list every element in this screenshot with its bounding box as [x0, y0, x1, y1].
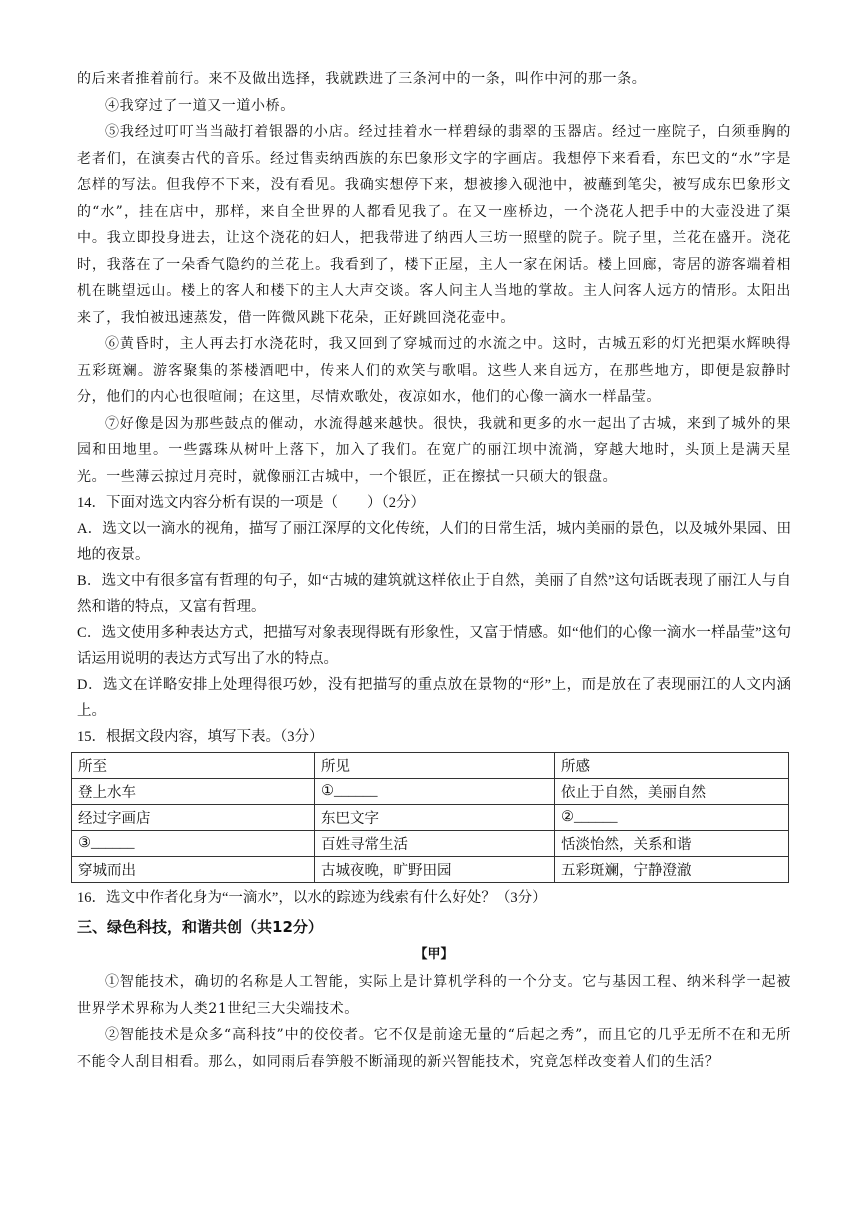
answer-table [71, 752, 789, 883]
passage-paragraph-7: ⑦好像是因为那些鼓点的催动，水流得越来越快。很快，我就和更多的水一起出了古城，来到了城外的果园和田地里。一些露珠从树叶上落下，加入了我们。在宽广的丽江坝中流淌，穿越大地时，头顶上是满天星光。一些薄云掠过月亮时，就像丽江古城中，一个银匠，正在擦拭一只硕大的银盘。 [77, 415, 791, 485]
table-cell: 百姓寻常生活 [315, 831, 555, 857]
question-14-option-a: A．选文以一滴水的视角，描写了丽江深厚的文化传统，人们的日常生活，城内美丽的景色，以及城外果园、田地的夜景。 [77, 521, 791, 563]
section-3-paragraph-2 [77, 1022, 791, 1075]
table-header-row [72, 753, 789, 779]
document-page [77, 66, 791, 1075]
table-row [72, 779, 789, 805]
table-row [72, 831, 789, 857]
table-cell-blank[interactable]: ①______ [315, 779, 555, 805]
table-header-cell: 所至 [72, 753, 315, 779]
section-3-subtitle: 【甲】 [414, 947, 454, 962]
table-row [72, 805, 789, 831]
table-cell: 依止于自然，美丽自然 [555, 779, 789, 805]
table-cell-blank[interactable]: ②______ [555, 805, 789, 831]
table-cell: 经过字画店 [72, 805, 315, 831]
table-header-cell: 所感 [555, 753, 789, 779]
question-14-option-d: D．选文在详略安排上处理得很巧妙，没有把描写的重点放在景物的“形”上，而是放在了表现丽江的人文内涵上。 [77, 677, 791, 719]
table-header-cell: 所见 [315, 753, 555, 779]
table-row [72, 857, 789, 883]
table-cell: 穿城而出 [72, 857, 315, 883]
passage-paragraph-4: ④我穿过了一道又一道小桥。 [105, 97, 295, 114]
paragraph-text: 无所不在和无所不能令人刮目相看。那么，如同雨后春笋般不断涌现的新兴智能技术，究竟怎样改变着人们的生活？ [77, 1027, 792, 1070]
paragraph-text: ②智能技术是众多“高科技”中的佼佼者。它不仅是前途无量的“后起之秀”，而且它的 [105, 1027, 658, 1043]
question-14-option-c: C．选文使用多种表达方式，把描写对象表现得既有形象性，又富于情感。如“他们的心像一滴水一样晶莹”这句话运用说明的表达方式写出了水的特点。 [77, 625, 791, 667]
passage-paragraph-6: ⑥黄昏时，主人再去打水浇花时，我又回到了穿城而过的水流之中。这时，古城五彩的灯光把渠水辉映得五彩斑斓。游客聚集的茶楼酒吧中，传来人们的欢笑与歌唱。这些人来自远方，在那些地方，即便是寂静时分，他们的内心也很喧闹；在这里，尽情欢歌处，夜凉如水，他们的心像一滴水一样晶莹。 [77, 336, 791, 405]
section-3-title: 三、绿色科技，和谐共创（共12分） [77, 918, 323, 936]
passage-line: 的后来者推着前行。来不及做出选择，我就跌进了三条河中的一条，叫作中河的那一条。 [77, 71, 647, 87]
emphasis-char: 几 [657, 1027, 673, 1043]
question-14-stem: 14．下面对选文内容分析有误的一项是（ ）（2分） [77, 495, 425, 511]
passage-paragraph-5: ⑤我经过叮叮当当敲打着银器的小店。经过挂着水一样碧绿的翡翠的玉器店。经过一座院子，白须垂胸的老者们，在演奏古代的音乐。经过售卖纳西族的东巴象形文字的字画店。我想停下来看看，东巴文的“水”字是怎样的写法。但我停不下来，没有看见。我确实想停下来，想被掺入砚池中，被蘸到笔尖，被写成东巴象形文的“水”，挂在店中，那样，来自全世界的人都看见我了。在又一座桥边，一个浇花人把手中的大壶没进了渠中。我立即投身进去，让这个浇花的妇人，把我带进了纳西人三坊一照壁的院子。院子里，兰花在盛开。浇花时，我落在了一朵香气隐约的兰花上。我看到了，楼下正屋，主人一家在闲话。楼上回廊，寄居的游客端着相机在眺望远山。楼上的客人和楼下的主人大声交谈。客人问主人当地的掌故。主人问客人远方的情形。太阳出来了，我怕被迅速蒸发，借一阵微风跳下花朵，正好跳回浇花壶中。 [77, 124, 791, 326]
table-cell-blank[interactable]: ③______ [72, 831, 315, 857]
table-cell: 五彩斑斓，宁静澄澈 [555, 857, 789, 883]
question-15-stem: 15．根据文段内容，填写下表。（3分） [77, 729, 324, 745]
section-3-paragraph-1: ①智能技术，确切的名称是人工智能，实际上是计算机学科的一个分支。它与基因工程、纳米科学一起被世界学术界称为人类21世纪三大尖端技术。 [77, 974, 791, 1017]
question-14-option-b: B．选文中有很多富有哲理的句子，如“古城的建筑就这样依止于自然，美丽了自然”这句话既表现了丽江人与自然和谐的特点，又富有哲理。 [77, 573, 791, 615]
table-cell: 东巴文字 [315, 805, 555, 831]
emphasis-char: 乎 [672, 1027, 688, 1043]
table-cell: 登上水车 [72, 779, 315, 805]
question-16-stem: 16．选文中作者化身为“一滴水”，以水的踪迹为线索有什么好处？（3分） [77, 890, 547, 906]
table-cell: 恬淡怡然，关系和谐 [555, 831, 789, 857]
table-cell: 古城夜晚，旷野田园 [315, 857, 555, 883]
